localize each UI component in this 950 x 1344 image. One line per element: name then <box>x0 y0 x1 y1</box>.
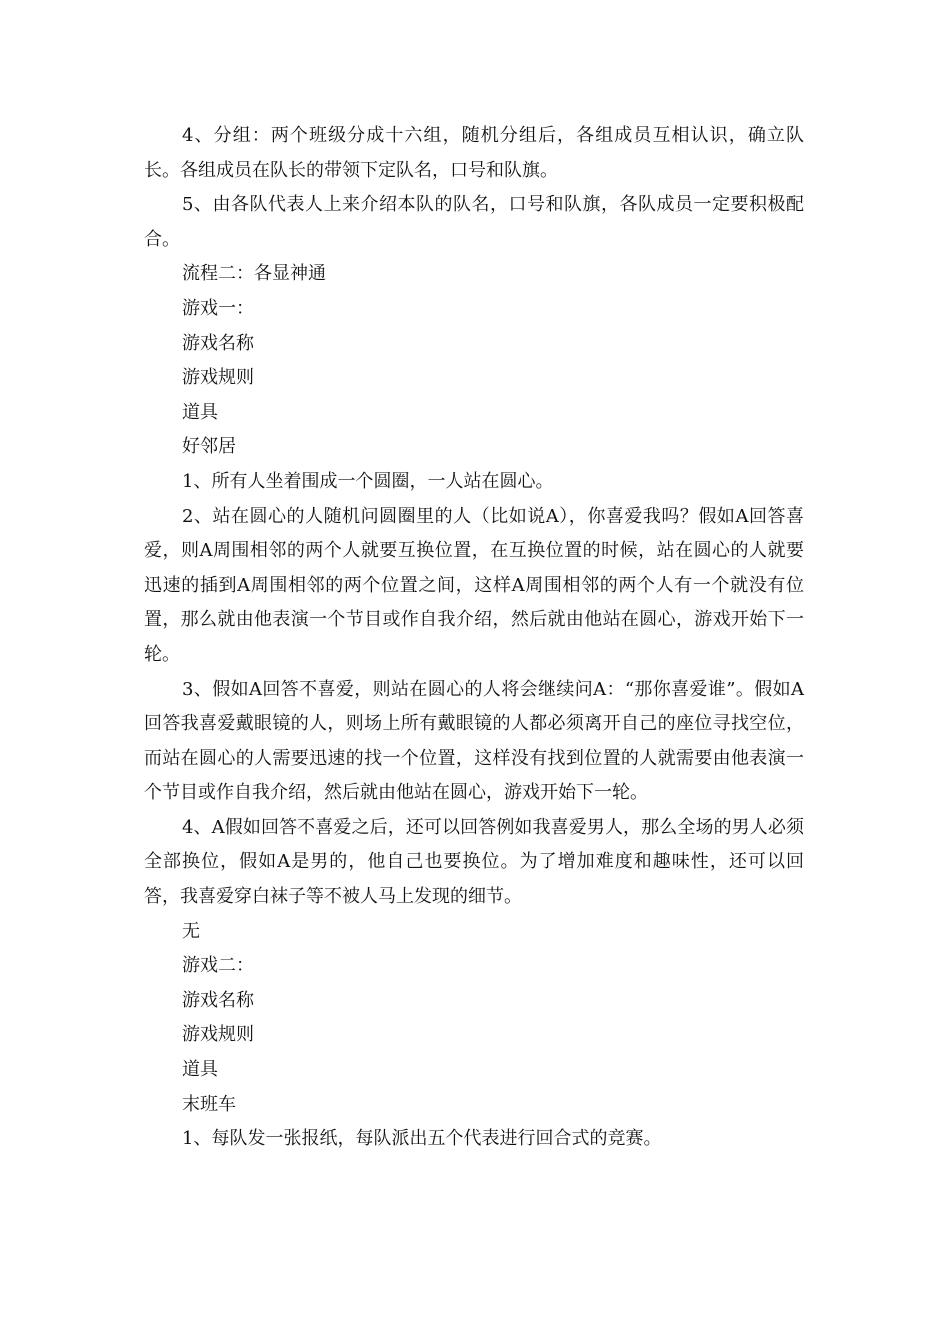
heading-game-one: 游戏一： <box>182 297 254 319</box>
heading-process-two: 流程二：各显神通 <box>182 263 326 285</box>
game-two-title: 末班车 <box>182 1093 236 1115</box>
label-props-2: 道具 <box>182 1059 218 1081</box>
game-two-rule-1: 1、每队发一张报纸，每队派出五个代表进行回合式的竞赛。 <box>182 1128 662 1150</box>
label-game-name-2: 游戏名称 <box>182 989 254 1011</box>
heading-game-two: 游戏二： <box>182 955 254 977</box>
paragraph-team-intro: 5、由各队代表人上来介绍本队的队名，口号和队旗，各队成员一定要积极配合。 <box>144 194 804 250</box>
document-body <box>144 119 804 1157</box>
game-one-title: 好邻居 <box>182 436 236 458</box>
game-one-rule-3: 3、假如A回答不喜爱，则站在圆心的人将会继续问A：“那你喜爱谁”。假如A回答我喜爱戴眼镜的人，则场上所有戴眼镜的人都必须离开自己的座位寻找空位，而站在圆心的人需要迅速的找一个位置，这样没有找到位置的人就需要由他表演一个节目或作自我介绍，然后就由他站在圆心，游戏开始下一轮。 <box>144 678 804 804</box>
label-game-rules-2: 游戏规则 <box>182 1024 254 1046</box>
label-game-rules: 游戏规则 <box>182 367 254 389</box>
label-props: 道具 <box>182 401 218 423</box>
game-one-rule-2: 2、站在圆心的人随机问圆圈里的人（比如说A），你喜爱我吗？假如A回答喜爱，则A周围相邻的两个人就要互换位置，在互换位置的时候，站在圆心的人就要迅速的插到A周围相邻的两个位置之间，这样A周围相邻的两个人有一个就没有位置，那么就由他表演一个节目或作自我介绍，然后就由他站在圆心，游戏开始下一轮。 <box>144 505 804 665</box>
label-game-name: 游戏名称 <box>182 332 254 354</box>
game-one-props: 无 <box>182 920 200 942</box>
game-one-rule-1: 1、所有人坐着围成一个圆圈，一人站在圆心。 <box>182 470 554 492</box>
paragraph-grouping: 4、分组：两个班级分成十六组，随机分组后，各组成员互相认识，确立队长。各组成员在队长的带领下定队名，口号和队旗。 <box>144 125 804 181</box>
game-one-rule-4: 4、A假如回答不喜爱之后，还可以回答例如我喜爱男人，那么全场的男人必须全部换位，假如A是男的，他自己也要换位。为了增加难度和趣味性，还可以回答，我喜爱穿白袜子等不被人马上发现的细节。 <box>144 816 804 908</box>
